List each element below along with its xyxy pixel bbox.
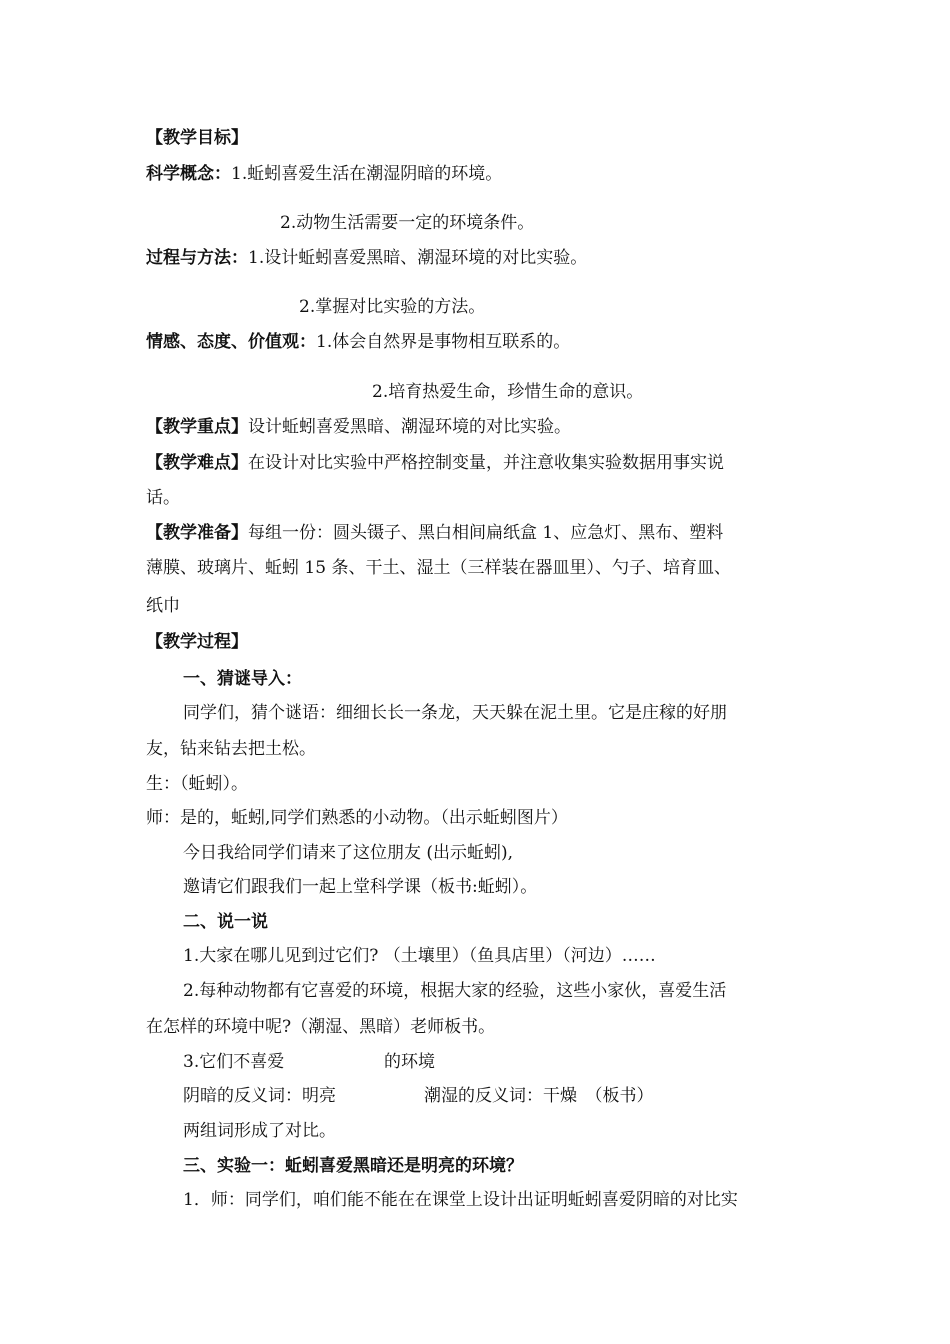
key-point-line (146, 416, 820, 438)
teacher-line: 师：是的，蚯蚓,同学们熟悉的小动物。（出示蚯蚓图片） (146, 808, 568, 828)
question-1: 1.大家在哪儿见到过它们? （土壤里）（鱼具店里）（河边）…… (183, 946, 656, 966)
key-point-text: 设计蚯蚓喜爱黑暗、潮湿环境的对比实验。 (248, 417, 571, 437)
difficulty-text-2: 话。 (146, 488, 180, 508)
difficulty-line-1 (146, 452, 820, 474)
riddle-line-1: 同学们，猜个谜语：细细长长一条龙，天天躲在泥土里。它是庄稼的好朋 (183, 703, 727, 723)
riddle-line-2: 友，钻来钻去把土松。 (146, 739, 316, 759)
question-3-part-a: 3.它们不喜爱 (183, 1052, 285, 1072)
experiment-line-1: 1．师：同学们，咱们能不能在在课堂上设计出证明蚯蚓喜爱阴暗的对比实 (183, 1190, 738, 1210)
intro-line-1: 今日我给同学们请来了这位朋友 (出示蚯蚓), (183, 843, 514, 863)
concept-item-1: 1.蚯蚓喜爱生活在潮湿阴暗的环境。 (231, 164, 503, 184)
attitude-item-1: 1.体会自然界是事物相互联系的。 (316, 332, 571, 352)
concept-line-1 (146, 163, 820, 185)
key-point-heading: 【教学重点】 (146, 417, 248, 437)
question-2-line-2: 在怎样的环境中呢?（潮湿、黑暗）老师板书。 (146, 1017, 496, 1037)
attitude-item-2: 2.培育热爱生命，珍惜生命的意识。 (372, 382, 644, 402)
attitude-label: 情感、态度、价值观： (146, 332, 316, 352)
section-1-title: 一、猜谜导入： (183, 669, 302, 689)
antonym-1: 阴暗的反义词：明亮 (183, 1086, 336, 1106)
antonym-2: 潮湿的反义词：干燥 （板书） (424, 1086, 654, 1106)
preparation-text-3: 纸巾 (146, 596, 180, 616)
preparation-heading: 【教学准备】 (146, 523, 248, 543)
method-item-2: 2.掌握对比实验的方法。 (299, 297, 486, 317)
method-line-1 (146, 247, 820, 269)
goals-heading: 【教学目标】 (146, 128, 248, 148)
difficulty-heading: 【教学难点】 (146, 453, 248, 473)
question-2-line-1: 2.每种动物都有它喜爱的环境，根据大家的经验，这些小家伙，喜爱生活 (183, 981, 727, 1001)
process-heading: 【教学过程】 (146, 632, 248, 652)
method-label: 过程与方法： (146, 248, 248, 268)
section-3-title: 三、实验一：蚯蚓喜爱黑暗还是明亮的环境？ (183, 1156, 523, 1176)
preparation-text-2: 薄膜、玻璃片、蚯蚓 15 条、干土、湿土（三样装在器皿里）、勺子、培育皿、 (146, 558, 731, 578)
attitude-line-1 (146, 331, 820, 353)
method-item-1: 1.设计蚯蚓喜爱黑暗、潮湿环境的对比实验。 (248, 248, 588, 268)
student-answer: 生：（蚯蚓）。 (146, 774, 248, 794)
question-3-part-b: 的环境 (384, 1052, 435, 1072)
preparation-line-1 (146, 522, 820, 544)
intro-line-2: 邀请它们跟我们一起上堂科学课（板书:蚯蚓）。 (183, 877, 538, 897)
contrast-note: 两组词形成了对比。 (183, 1121, 336, 1141)
concept-item-2: 2.动物生活需要一定的环境条件。 (280, 213, 535, 233)
section-2-title: 二、说一说 (183, 912, 268, 932)
concept-label: 科学概念： (146, 164, 231, 184)
difficulty-text-1: 在设计对比实验中严格控制变量，并注意收集实验数据用事实说 (248, 453, 724, 473)
preparation-text-1: 每组一份：圆头镊子、黑白相间扁纸盒 1、应急灯、黑布、塑料 (248, 523, 724, 543)
